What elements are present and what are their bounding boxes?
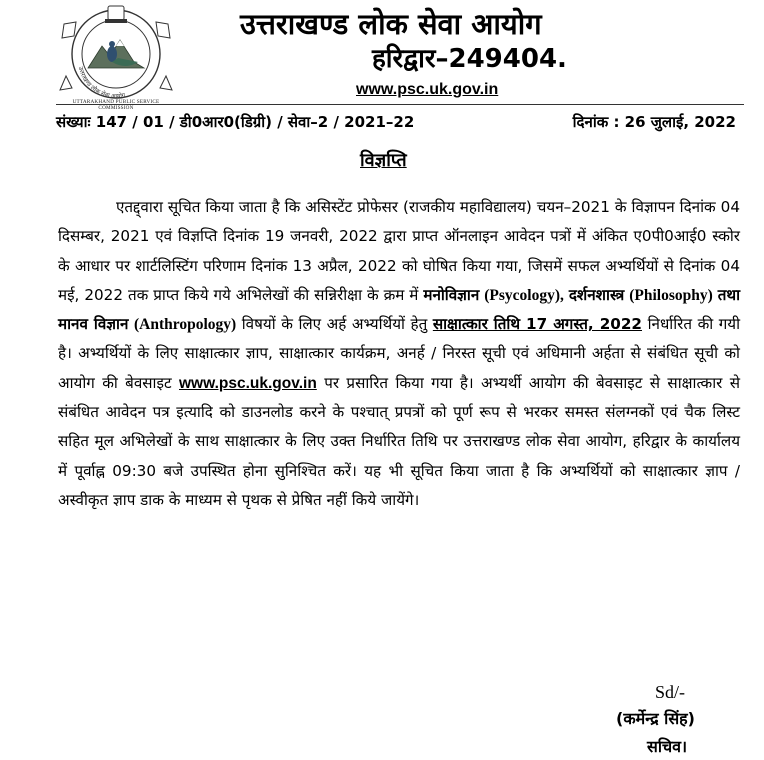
commission-emblem-logo xyxy=(56,2,176,112)
body-part-3: निर्धारित की गयी है। अभ्यर्थियों के लिए साक्षात्कार ज्ञाप, साक्षात्कार कार्यक्रम, अनर्ह / निरस्त सूची एवं अधिमानी अर्हता से संबंधित सूची को आयोग की बेवसाइट xyxy=(58,315,741,392)
body-part-2: विषयों के लिए अर्ह अभ्यर्थियों हेतु xyxy=(241,315,428,334)
subject-psychology-hindi: मनोविज्ञान xyxy=(423,285,480,304)
signatory-name: (कर्मेन्द्र सिंह) xyxy=(616,709,695,728)
website-link[interactable]: www.psc.uk.gov.in xyxy=(356,81,499,98)
subject-anthropology-hindi: तथा मानव विज्ञान xyxy=(58,285,741,334)
interview-date: साक्षात्कार तिथि 17 अगस्त, 2022 xyxy=(432,315,642,334)
emblem-ring-text: उत्तराखण्ड लोक सेवा आयोग xyxy=(76,65,126,101)
subject-philosophy-hindi: दर्शनशास्त्र xyxy=(568,285,625,304)
body-website-link[interactable]: www.psc.uk.gov.in xyxy=(179,374,317,392)
signature-sd: Sd/- xyxy=(655,682,686,702)
notice-body xyxy=(58,193,740,515)
body-part-1: एतद्द्वारा सूचित किया जाता है कि असिस्टेंट प्रोफेसर (राजकीय महाविद्यालय) चयन–2021 के विज्ञापन दिनांक 04 दिसम्बर, 2021 एवं विज्ञप्ति दिनांक 19 जनवरी, 2022 द्वारा प्राप्त ऑनलाइन आवेदन पत्रों में अंकित ए0पी0आई0 स्कोर के आधार पर शार्टलिस्टिंग परिणाम दिनांक 13 अप्रैल, 2022 को घोषित किया गया, जिसमें सफल अभ्यर्थियों से दिनांक 04 मई, 2022 तक प्राप्त किये गये अभिलेखों की सन्निरीक्षा के क्रम में xyxy=(58,198,740,304)
subject-psychology-english: (Psycology), xyxy=(484,286,564,304)
emblem-caption: UTTARAKHAND PUBLIC SERVICE COMMISSION xyxy=(72,99,160,111)
reference-number: संख्याः 147 / 01 / डी0आर0(डिग्री) / सेवा–2 / 2021–22 xyxy=(56,113,415,131)
body-part-4: पर प्रसारित किया गया है। अभ्यर्थी आयोग की बेवसाइट से साक्षात्कार से संबंधित आवेदन पत्र इत्यादि को डाउनलोड करने के पश्चात् प्रपत्रों को पूर्ण रूप से भरकर समस्त संलग्नकों एवं चैक लिस्ट सहित मूल अभिलेखों के साथ साक्षात्कार के लिए उक्त निर्धारित तिथि पर उत्तराखण्ड लोक सेवा आयोग, हरिद्वार के कार्यालय में पूर्वाह्न 09:30 बजे उपस्थित होना सुनिश्चित करें। यह भी सूचित किया जाता है कि अभ्यर्थियों को साक्षात्कार ज्ञाप / अस्वीकृत ज्ञाप डाक के माध्यम से पृथक से प्रेषित नहीं किये जायेंगे। xyxy=(58,373,741,509)
subject-philosophy-english: (Philosophy) xyxy=(629,286,713,304)
notice-date: दिनांक : 26 जुलाई, 2022 xyxy=(572,113,736,131)
subject-anthropology-english: (Anthropology) xyxy=(133,316,237,334)
organization-name: उत्तराखण्ड लोक सेवा आयोग xyxy=(240,7,542,41)
notice-title: विज्ञप्ति xyxy=(360,150,407,171)
signatory-title: सचिव। xyxy=(647,737,688,756)
header-divider xyxy=(56,104,744,105)
organization-city: हरिद्वार–249404. xyxy=(372,44,567,74)
